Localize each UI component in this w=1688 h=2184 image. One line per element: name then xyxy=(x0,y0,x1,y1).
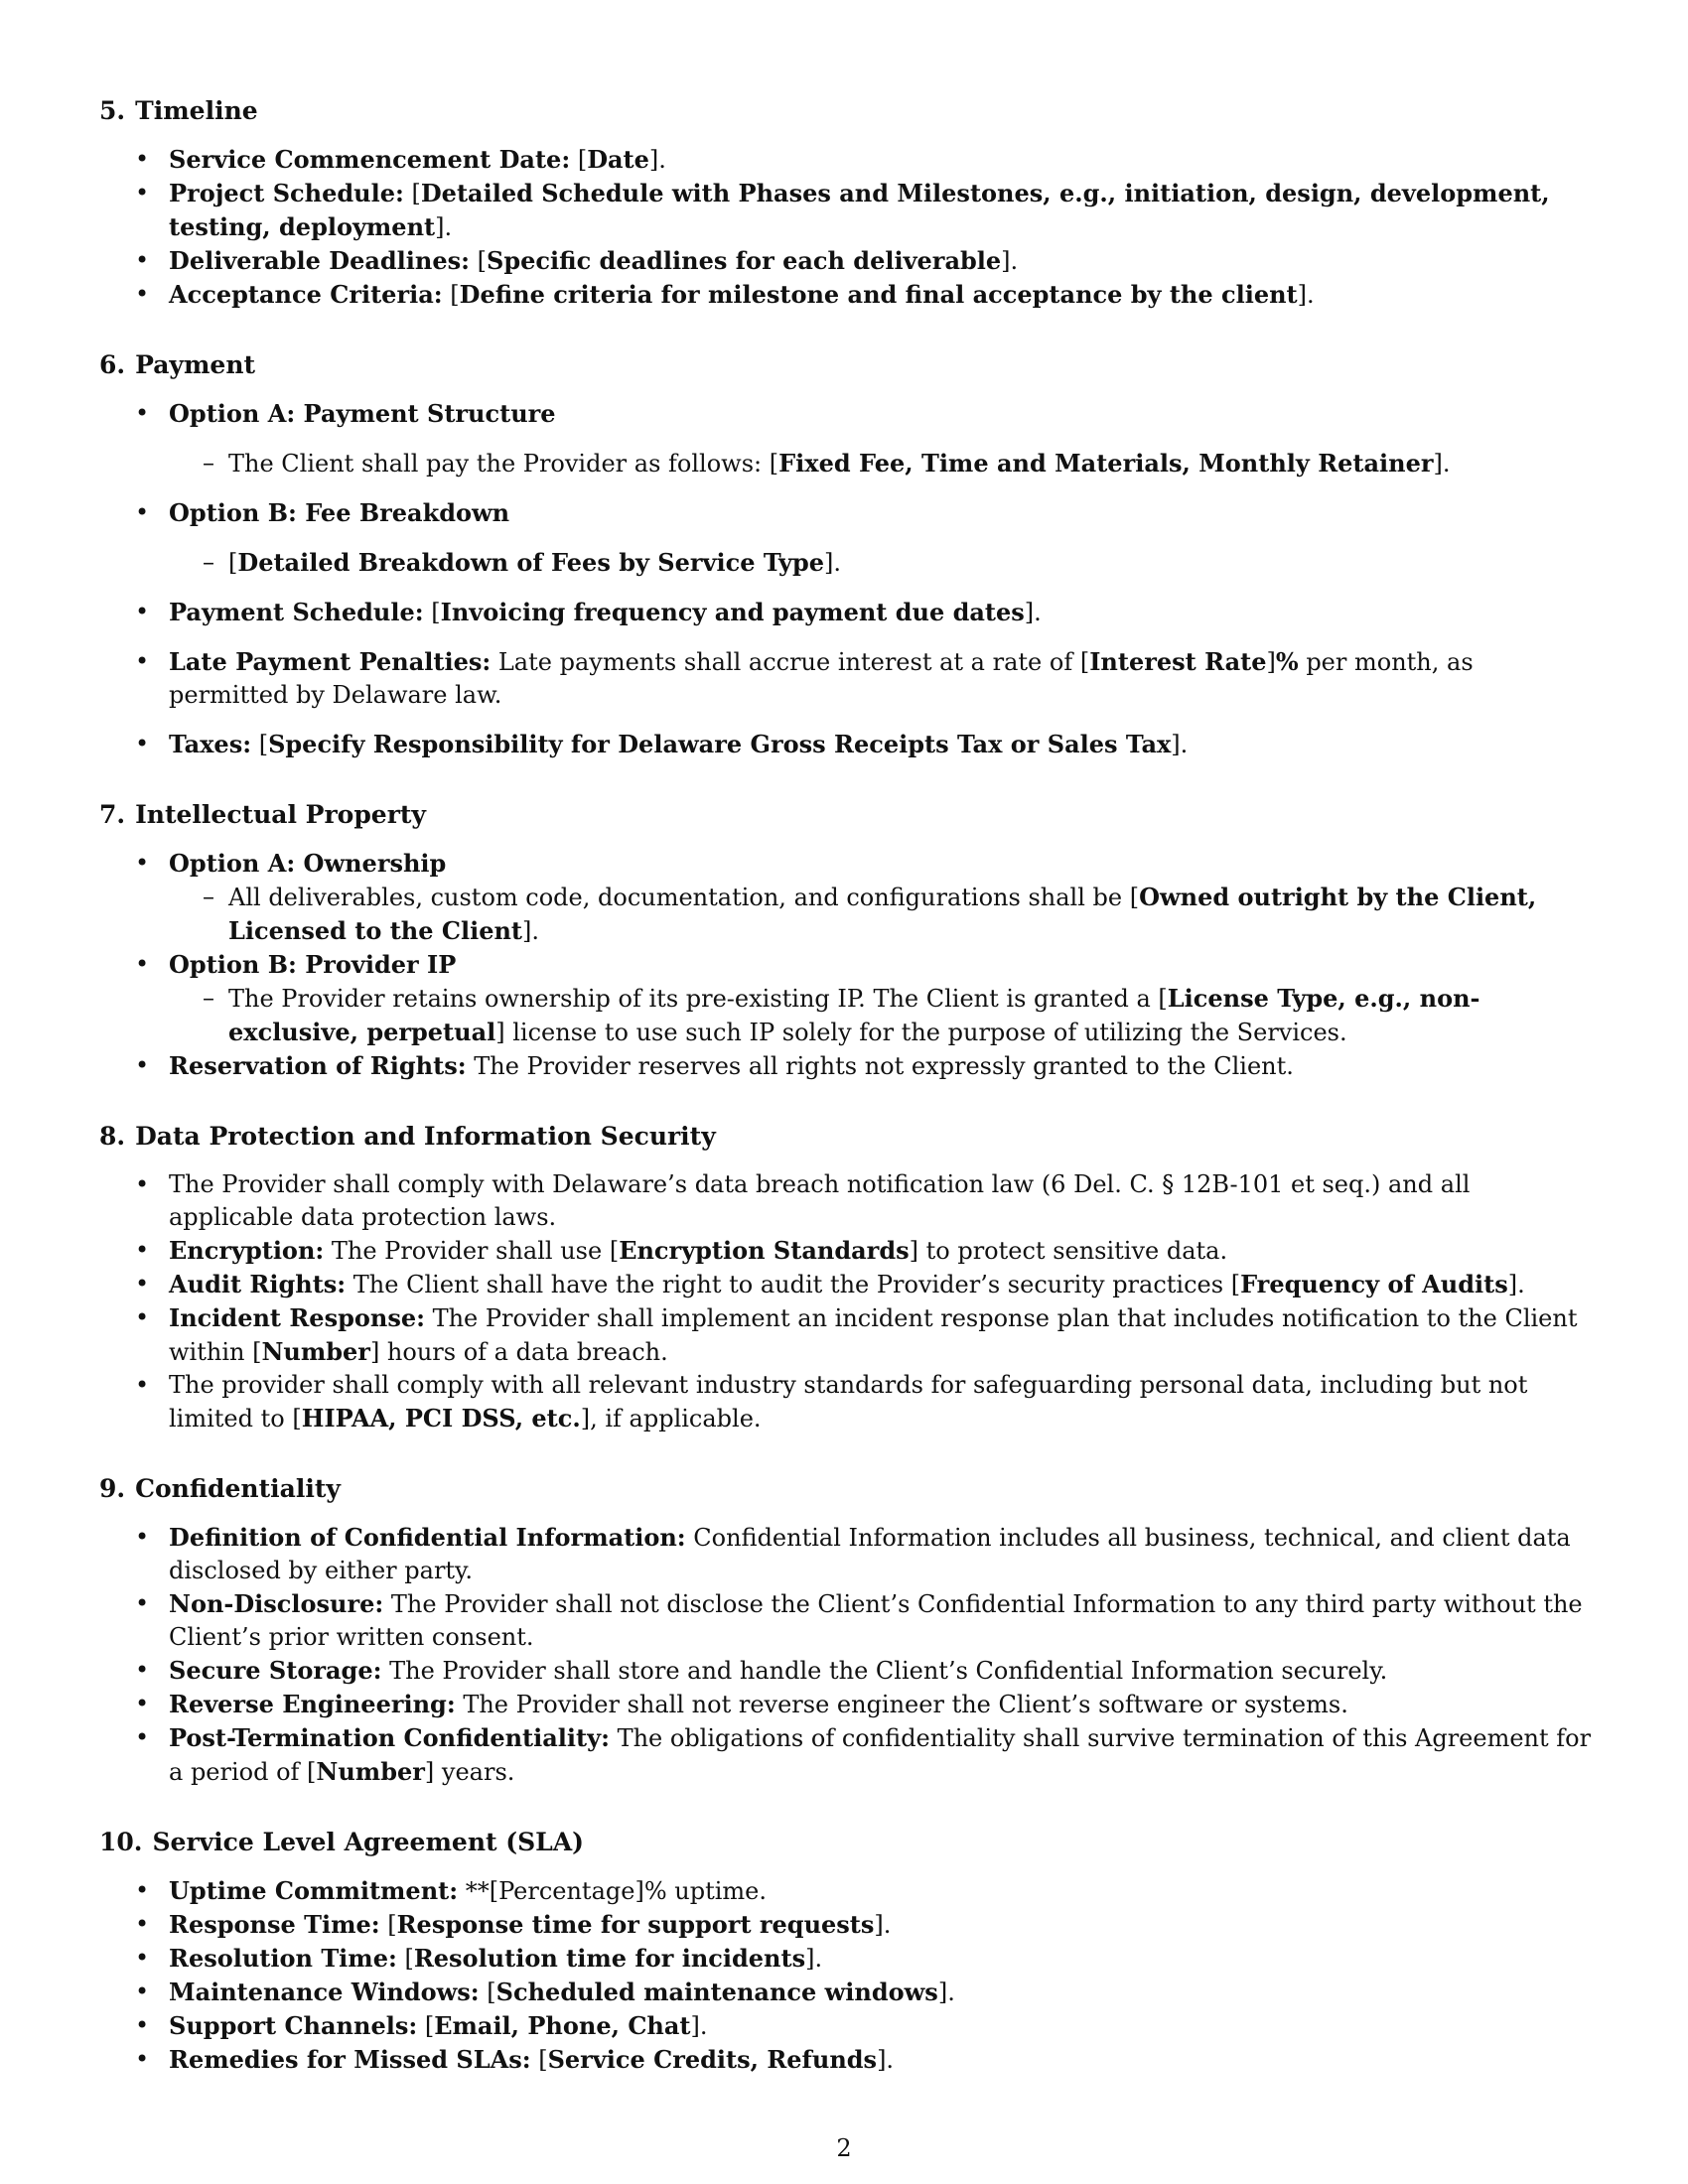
section-heading: 5. Timeline xyxy=(99,96,258,125)
section-heading: 6. Payment xyxy=(99,350,256,379)
list-item: • Response Time: [Response time for support requests]. xyxy=(129,1908,1594,1942)
list-item: • Incident Response: The Provider shall implement an incident response plan that includes notification to the Client within [Number] hours of a data breach. xyxy=(129,1301,1594,1369)
list-item: • Service Commencement Date: [Date]. xyxy=(129,143,1594,177)
list-item: • Definition of Confidential Information: Confidential Information includes all business, technical, and client data disclosed by either party. xyxy=(129,1521,1594,1587)
bullet-list xyxy=(99,397,1594,761)
document-page xyxy=(99,95,1594,2115)
sub-list-item: – The Client shall pay the Provider as follows: [Fixed Fee, Time and Materials, Monthly Retainer]. xyxy=(199,447,1594,480)
list-item: • Payment Schedule: [Invoicing frequency and payment due dates]. xyxy=(129,596,1594,629)
list-item: • Remedies for Missed SLAs: [Service Credits, Refunds]. xyxy=(129,2043,1594,2077)
list-item: • Acceptance Criteria: [Define criteria for milestone and final acceptance by the client]. xyxy=(129,278,1594,312)
list-item: • The Provider shall comply with Delaware’s data breach notification law (6 Del. C. § 12B-101 et seq.) and all applicable data protection laws. xyxy=(129,1168,1594,1234)
bullet-list xyxy=(99,847,1594,1083)
sub-list xyxy=(169,881,1594,948)
list-item: • Non-Disclosure: The Provider shall not disclose the Client’s Confidential Information to any third party without the Client’s prior written consent. xyxy=(129,1587,1594,1654)
section-sla xyxy=(99,1827,1594,2077)
list-item: • Option A: Payment Structure – The Client shall pay the Provider as follows: [Fixed Fee, Time and Materials, Monthly Retainer]. xyxy=(129,397,1594,480)
section-heading: 10. Service Level Agreement (SLA) xyxy=(99,1828,584,1856)
list-item: • Option B: Provider IP – The Provider retains ownership of its pre-existing IP. The Client is granted a [License Type, e.g., non-exclusive, perpetual] license to use such IP solely for the purpose of utilizing the Services. xyxy=(129,948,1594,1049)
bullet-list xyxy=(99,1521,1594,1789)
sub-list-item: – [Detailed Breakdown of Fees by Service Type]. xyxy=(199,546,1594,580)
section-confidentiality xyxy=(99,1473,1594,1789)
list-item: • Secure Storage: The Provider shall store and handle the Client’s Confidential Information securely. xyxy=(129,1654,1594,1688)
list-item: • Late Payment Penalties: Late payments shall accrue interest at a rate of [Interest Rate]% per month, as permitted by Delaware law. xyxy=(129,645,1594,712)
list-item: • Reservation of Rights: The Provider reserves all rights not expressly granted to the Client. xyxy=(129,1049,1594,1083)
sub-list xyxy=(169,546,1594,580)
list-item: • Reverse Engineering: The Provider shall not reverse engineer the Client’s software or systems. xyxy=(129,1688,1594,1721)
list-item: • Deliverable Deadlines: [Specific deadlines for each deliverable]. xyxy=(129,244,1594,278)
list-item: • Resolution Time: [Resolution time for incidents]. xyxy=(129,1942,1594,1976)
list-item: • Support Channels: [Email, Phone, Chat]. xyxy=(129,2009,1594,2043)
list-item: • Uptime Commitment: **[Percentage]% uptime. xyxy=(129,1874,1594,1908)
section-heading: 8. Data Protection and Information Security xyxy=(99,1122,716,1151)
section-timeline xyxy=(99,95,1594,312)
section-intellectual-property xyxy=(99,799,1594,1083)
list-item: • Project Schedule: [Detailed Schedule with Phases and Milestones, e.g., initiation, design, development, testing, deployment]. xyxy=(129,177,1594,244)
list-item: • Option B: Fee Breakdown – [Detailed Breakdown of Fees by Service Type]. xyxy=(129,496,1594,580)
section-data-protection xyxy=(99,1121,1594,1435)
sub-list-item: – All deliverables, custom code, documentation, and configurations shall be [Owned outright by the Client, Licensed to the Client]. xyxy=(199,881,1594,948)
sub-list-item: – The Provider retains ownership of its pre-existing IP. The Client is granted a [License Type, e.g., non-exclusive, perpetual] license to use such IP solely for the purpose of utilizing the Services. xyxy=(199,982,1594,1049)
list-item: • Taxes: [Specify Responsibility for Delaware Gross Receipts Tax or Sales Tax]. xyxy=(129,728,1594,761)
sub-list xyxy=(169,447,1594,480)
section-payment xyxy=(99,349,1594,761)
list-item: • Option A: Ownership – All deliverables, custom code, documentation, and configurations shall be [Owned outright by the Client, Licensed to the Client]. xyxy=(129,847,1594,948)
bullet-list xyxy=(99,143,1594,312)
list-item: • Post-Termination Confidentiality: The obligations of confidentiality shall survive termination of this Agreement for a period of [Number] years. xyxy=(129,1721,1594,1789)
sub-list xyxy=(169,982,1594,1049)
page-number: 2 xyxy=(836,2134,852,2162)
list-item: • Maintenance Windows: [Scheduled maintenance windows]. xyxy=(129,1976,1594,2009)
bullet-list xyxy=(99,1168,1594,1435)
list-item: • Audit Rights: The Client shall have the right to audit the Provider’s security practices [Frequency of Audits]. xyxy=(129,1268,1594,1301)
list-item: • The provider shall comply with all relevant industry standards for safeguarding personal data, including but not limited to [HIPAA, PCI DSS, etc.], if applicable. xyxy=(129,1369,1594,1435)
list-item: • Encryption: The Provider shall use [Encryption Standards] to protect sensitive data. xyxy=(129,1234,1594,1268)
bullet-list xyxy=(99,1874,1594,2077)
section-heading: 7. Intellectual Property xyxy=(99,800,426,829)
section-heading: 9. Confidentiality xyxy=(99,1474,341,1503)
